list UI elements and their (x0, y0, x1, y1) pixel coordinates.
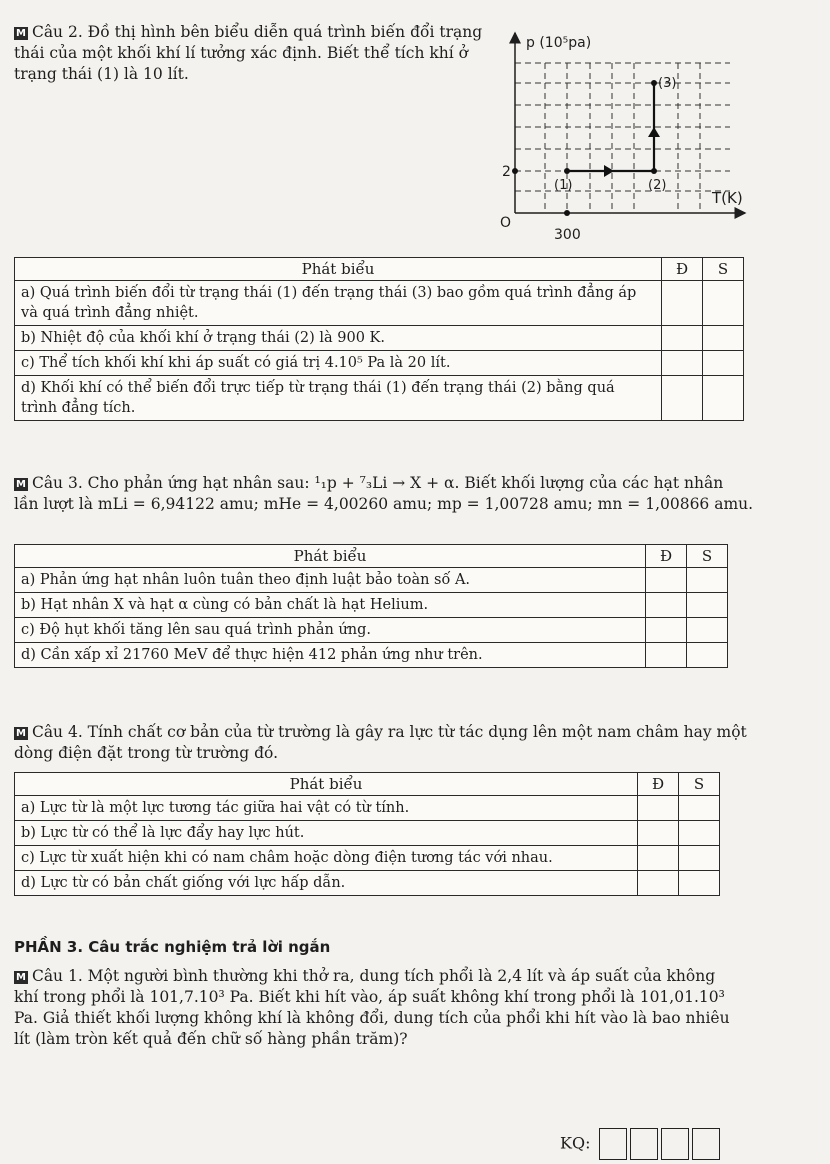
state-2-point (651, 168, 657, 174)
p3q1-text-block (14, 966, 734, 1050)
part3-title: PHẦN 3. Câu trắc nghiệm trả lời ngắn (14, 938, 331, 956)
q2-tag: M (16, 28, 26, 39)
header-false: S (679, 773, 720, 796)
table-row (15, 846, 720, 871)
true-cell-a[interactable] (646, 568, 687, 593)
table-row (15, 351, 744, 376)
false-cell-d[interactable] (687, 643, 728, 668)
true-cell-c[interactable] (662, 351, 703, 376)
p3q1-text: Câu 1. Một người bình thường khi thở ra, dung tích phổi là 2,4 lít và áp suất của không khí trong phổi là 101,7.10³ Pa. Biết khi hít vào, áp suất không khí trong phổi là 101,01.10³ Pa. Giả thiết khối lượng không khí là không đổi, dung tích của phổi khi hít vào là bao nhiêu lít (làm tròn kết quả đến chữ số hàng phần trăm)? (14, 967, 730, 1048)
true-cell-c[interactable] (646, 618, 687, 643)
y-axis-label: p (10⁵pa) (526, 35, 592, 51)
false-cell-d[interactable] (703, 376, 744, 421)
answer-row (560, 1128, 720, 1160)
answer-box-1[interactable] (599, 1128, 627, 1160)
statement-b: b) Lực từ có thể là lực đẩy hay lực hút. (15, 821, 638, 846)
x-tick-label: 300 (554, 227, 581, 243)
true-cell-c[interactable] (638, 846, 679, 871)
false-cell-d[interactable] (679, 871, 720, 896)
table-row (15, 821, 720, 846)
q4-text: Câu 4. Tính chất cơ bản của từ trường là gây ra lực từ tác dụng lên một nam châm hay một dòng điện đặt trong từ trường đó. (14, 723, 747, 762)
answer-label: KQ: (560, 1133, 591, 1153)
state-3-label: (3) (658, 76, 677, 91)
q3-line-2: lần lượt là mLi = 6,94122 amu; mHe = 4,00260 amu; mp = 1,00728 amu; mn = 1,00866 amu. (14, 495, 754, 513)
q3-tag: M (16, 479, 26, 490)
statement-c: c) Lực từ xuất hiện khi có nam châm hoặc dòng điện tương tác với nhau. (15, 846, 638, 871)
table-row (15, 618, 728, 643)
false-cell-b[interactable] (703, 326, 744, 351)
false-cell-a[interactable] (679, 796, 720, 821)
origin-label: O (500, 215, 512, 231)
table-header (15, 545, 728, 568)
statement-a: a) Phản ứng hạt nhân luôn tuân theo định luật bảo toàn số A. (15, 568, 646, 593)
table-row (15, 796, 720, 821)
statement-a: a) Quá trình biến đổi từ trạng thái (1) đến trạng thái (3) bao gồm quá trình đẳng áp và quá trình đẳng nhiệt. (15, 281, 662, 326)
false-cell-b[interactable] (679, 821, 720, 846)
process-arrow-up (648, 127, 660, 137)
q2-graph (490, 25, 770, 245)
q2-text-block (14, 22, 494, 85)
false-cell-c[interactable] (703, 351, 744, 376)
false-cell-a[interactable] (703, 281, 744, 326)
table-row (15, 871, 720, 896)
true-cell-b[interactable] (646, 593, 687, 618)
statement-d: d) Lực từ có bản chất giống với lực hấp dẫn. (15, 871, 638, 896)
state-3-point (651, 80, 657, 86)
false-cell-b[interactable] (687, 593, 728, 618)
state-1-label: (1) (554, 178, 573, 193)
q3-line-1 (14, 473, 804, 494)
table-row (15, 376, 744, 421)
y-tick-label: 2 (502, 164, 511, 180)
statement-d: d) Khối khí có thể biến đổi trực tiếp từ trạng thái (1) đến trạng thái (2) bằng quá trình đẳng tích. (15, 376, 662, 421)
header-false: S (687, 545, 728, 568)
q4-table (14, 772, 720, 896)
statement-b: b) Nhiệt độ của khối khí ở trạng thái (2) là 900 K. (15, 326, 662, 351)
statement-d: d) Cần xấp xỉ 21760 MeV để thực hiện 412 phản ứng như trên. (15, 643, 646, 668)
answer-box-3[interactable] (661, 1128, 689, 1160)
false-cell-c[interactable] (687, 618, 728, 643)
header-statement: Phát biểu (15, 773, 638, 796)
table-row (15, 643, 728, 668)
answer-box-4[interactable] (692, 1128, 720, 1160)
state-1-point (564, 168, 570, 174)
true-cell-b[interactable] (662, 326, 703, 351)
table-row (15, 568, 728, 593)
table-header (15, 773, 720, 796)
true-cell-d[interactable] (638, 871, 679, 896)
true-cell-a[interactable] (638, 796, 679, 821)
table-row (15, 326, 744, 351)
q4-tag: M (16, 728, 26, 739)
true-cell-d[interactable] (646, 643, 687, 668)
statement-c: c) Thể tích khối khí khi áp suất có giá trị 4.10⁵ Pa là 20 lít. (15, 351, 662, 376)
state-2-label: (2) (648, 178, 667, 193)
false-cell-a[interactable] (687, 568, 728, 593)
q3-table (14, 544, 728, 668)
table-row (15, 593, 728, 618)
x-axis-label: T(K) (712, 189, 743, 207)
graph-grid (515, 63, 730, 210)
x-tick-point (564, 210, 570, 216)
p3q1-tag: M (16, 972, 26, 983)
false-cell-c[interactable] (679, 846, 720, 871)
statement-c: c) Độ hụt khối tăng lên sau quá trình phản ứng. (15, 618, 646, 643)
y-tick-point (512, 168, 518, 174)
statement-a: a) Lực từ là một lực tương tác giữa hai vật có từ tính. (15, 796, 638, 821)
header-false: S (703, 258, 744, 281)
q2-table (14, 257, 744, 421)
table-row (15, 281, 744, 326)
statement-b: b) Hạt nhân X và hạt α cùng có bản chất là hạt Helium. (15, 593, 646, 618)
q3-line-1-text: Câu 3. Cho phản ứng hạt nhân sau: ¹₁p + ⁷₃Li → X + α. Biết khối lượng của các hạt nhân (31, 474, 724, 492)
header-statement: Phát biểu (15, 545, 646, 568)
true-cell-a[interactable] (662, 281, 703, 326)
table-header (15, 258, 744, 281)
q3-text-block (14, 473, 804, 515)
header-true: Đ (662, 258, 703, 281)
answer-box-2[interactable] (630, 1128, 658, 1160)
true-cell-d[interactable] (662, 376, 703, 421)
q4-text-block (14, 722, 774, 764)
header-true: Đ (646, 545, 687, 568)
q2-text: Câu 2. Đồ thị hình bên biểu diễn quá trình biến đổi trạng thái của một khối khí lí tưởng xác định. Biết thể tích khí ở trạng thái (1) là 10 lít. (14, 23, 483, 83)
true-cell-b[interactable] (638, 821, 679, 846)
header-true: Đ (638, 773, 679, 796)
header-statement: Phát biểu (15, 258, 662, 281)
